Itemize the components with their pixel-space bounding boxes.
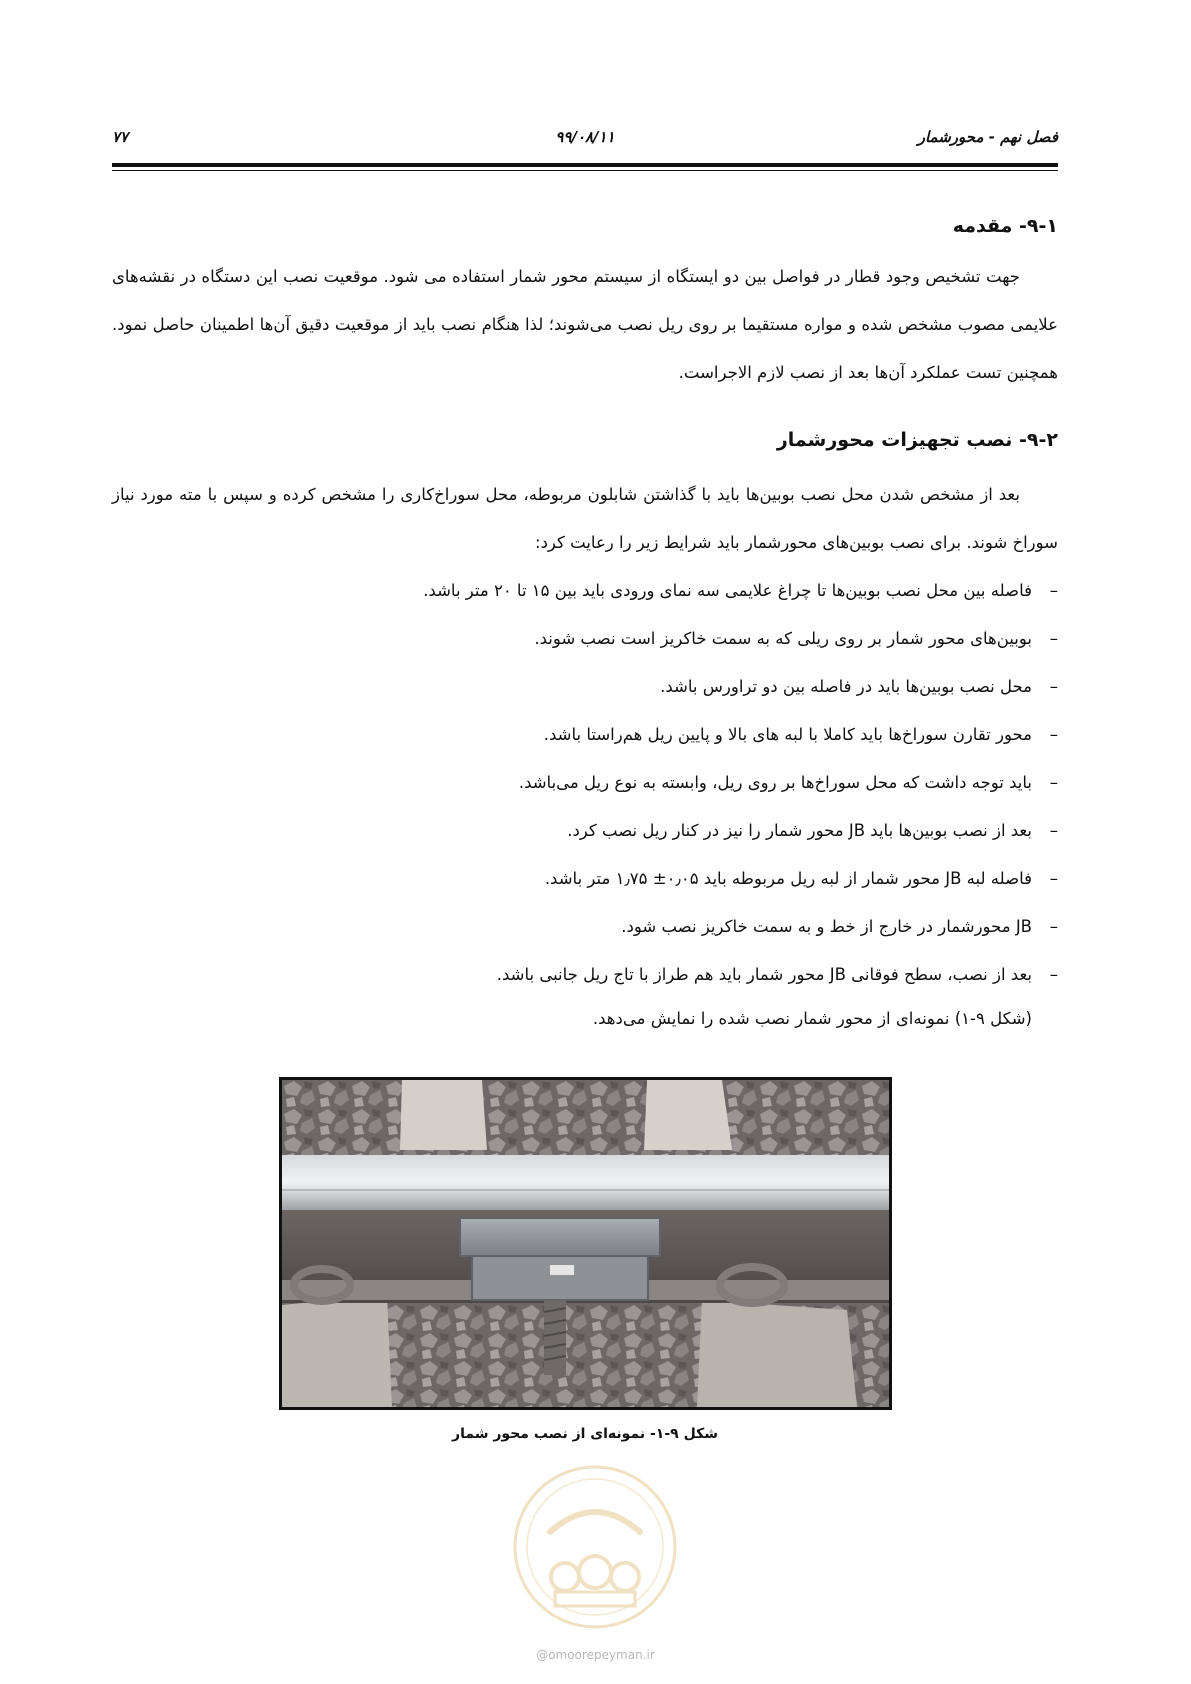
list-item-text: باید توجه داشت که محل سوراخ‌ها بر روی ریل، وابسته به نوع ریل می‌باشد. — [518, 773, 1032, 792]
installation-paragraph: بعد از مشخص شدن محل نصب بوبین‌ها باید با گذاشتن شابلون مربوطه، محل سوراخ‌کاری را مشخص کرده و سپس با مته مورد نیاز سوراخ شوند. برای نصب بوبین‌های محورشمار باید شرایط زیر را رعایت کرد: — [112, 485, 1058, 552]
bullet-dash: – — [1049, 581, 1058, 600]
section-heading: ۹-۲- نصب تجهیزات محورشمار — [776, 429, 1058, 451]
list-item — [112, 567, 1058, 615]
list-item-text: فاصله لبه JB محور شمار از لبه ریل مربوطه باید ۰٫۰۵± ۱٫۷۵ متر باشد. — [544, 869, 1032, 888]
list-item — [112, 615, 1058, 663]
list-item — [112, 759, 1058, 807]
section-heading: ۹-۱- مقدمه — [952, 215, 1058, 237]
axle-counter-photo — [279, 1077, 892, 1410]
header-date: ۹۹/۰۸/۱۱ — [555, 128, 615, 146]
bullet-dash: – — [1049, 773, 1058, 792]
list-item-text: محور تقارن سوراخ‌ها باید کاملا با لبه های بالا و پایین ریل هم‌راستا باشد. — [543, 725, 1032, 744]
list-item — [112, 855, 1058, 903]
list-item — [112, 807, 1058, 855]
watermark-seal-logo — [510, 1462, 680, 1632]
bullet-dash: – — [1049, 965, 1058, 984]
list-item — [112, 951, 1058, 999]
header-rule — [112, 163, 1058, 167]
figure-reference: (شکل ۹-۱) نمونه‌ای از محور شمار نصب شده را نمایش می‌دهد. — [592, 1009, 1032, 1028]
list-item-text: فاصله بین محل نصب بوبین‌ها تا چراغ علایمی سه نمای ورودی باید بین ۱۵ تا ۲۰ متر باشد. — [423, 581, 1032, 600]
list-item-text: بعد از نصب، سطح فوقانی JB محور شمار باید هم طراز با تاج ریل جانبی باشد. — [496, 965, 1032, 984]
list-item-text: محل نصب بوبین‌ها باید در فاصله بین دو تراورس باشد. — [660, 677, 1032, 696]
watermark-url: @omoorepeyman.ir — [536, 1648, 655, 1662]
bullet-dash: – — [1049, 869, 1058, 888]
requirements-list — [112, 567, 1058, 999]
document-body — [112, 215, 1058, 1039]
bullet-dash: – — [1049, 821, 1058, 840]
chapter-title: فصل نهم - محورشمار — [917, 128, 1058, 146]
intro-paragraph: جهت تشخیص وجود قطار در فواصل بین دو ایستگاه از سیستم محور شمار استفاده می شود. موقعیت نصب این دستگاه در نقشه‌های علایمی مصوب مشخص شده و مواره مستقیما بر روی ریل نصب می‌شوند؛ لذا هنگام نصب باید از موقعیت دقیق آن‌ها اطمینان حاصل نمود. همچنین تست عملکرد آن‌ها بعد از نصب لازم الاجراست. — [112, 267, 1058, 382]
list-item — [112, 903, 1058, 951]
header-rule-thin — [112, 170, 1058, 171]
bullet-dash: – — [1049, 677, 1058, 696]
list-item-text: بعد از نصب بوبین‌ها باید JB محور شمار را نیز در کنار ریل نصب کرد. — [567, 821, 1032, 840]
bullet-dash: – — [1049, 917, 1058, 936]
list-item — [112, 711, 1058, 759]
figure-caption: شکل ۹-۱- نمونه‌ای از نصب محور شمار — [452, 1426, 718, 1442]
page-header — [112, 128, 1058, 152]
list-item-text: JB محورشمار در خارج از خط و به سمت خاکریز نصب شود. — [621, 917, 1032, 936]
page-number: ۷۷ — [112, 128, 129, 146]
bullet-dash: – — [1049, 725, 1058, 744]
list-item-text: بوبین‌های محور شمار بر روی ریلی که به سمت خاکریز است نصب شوند. — [534, 629, 1032, 648]
list-item — [112, 663, 1058, 711]
bullet-dash: – — [1049, 629, 1058, 648]
